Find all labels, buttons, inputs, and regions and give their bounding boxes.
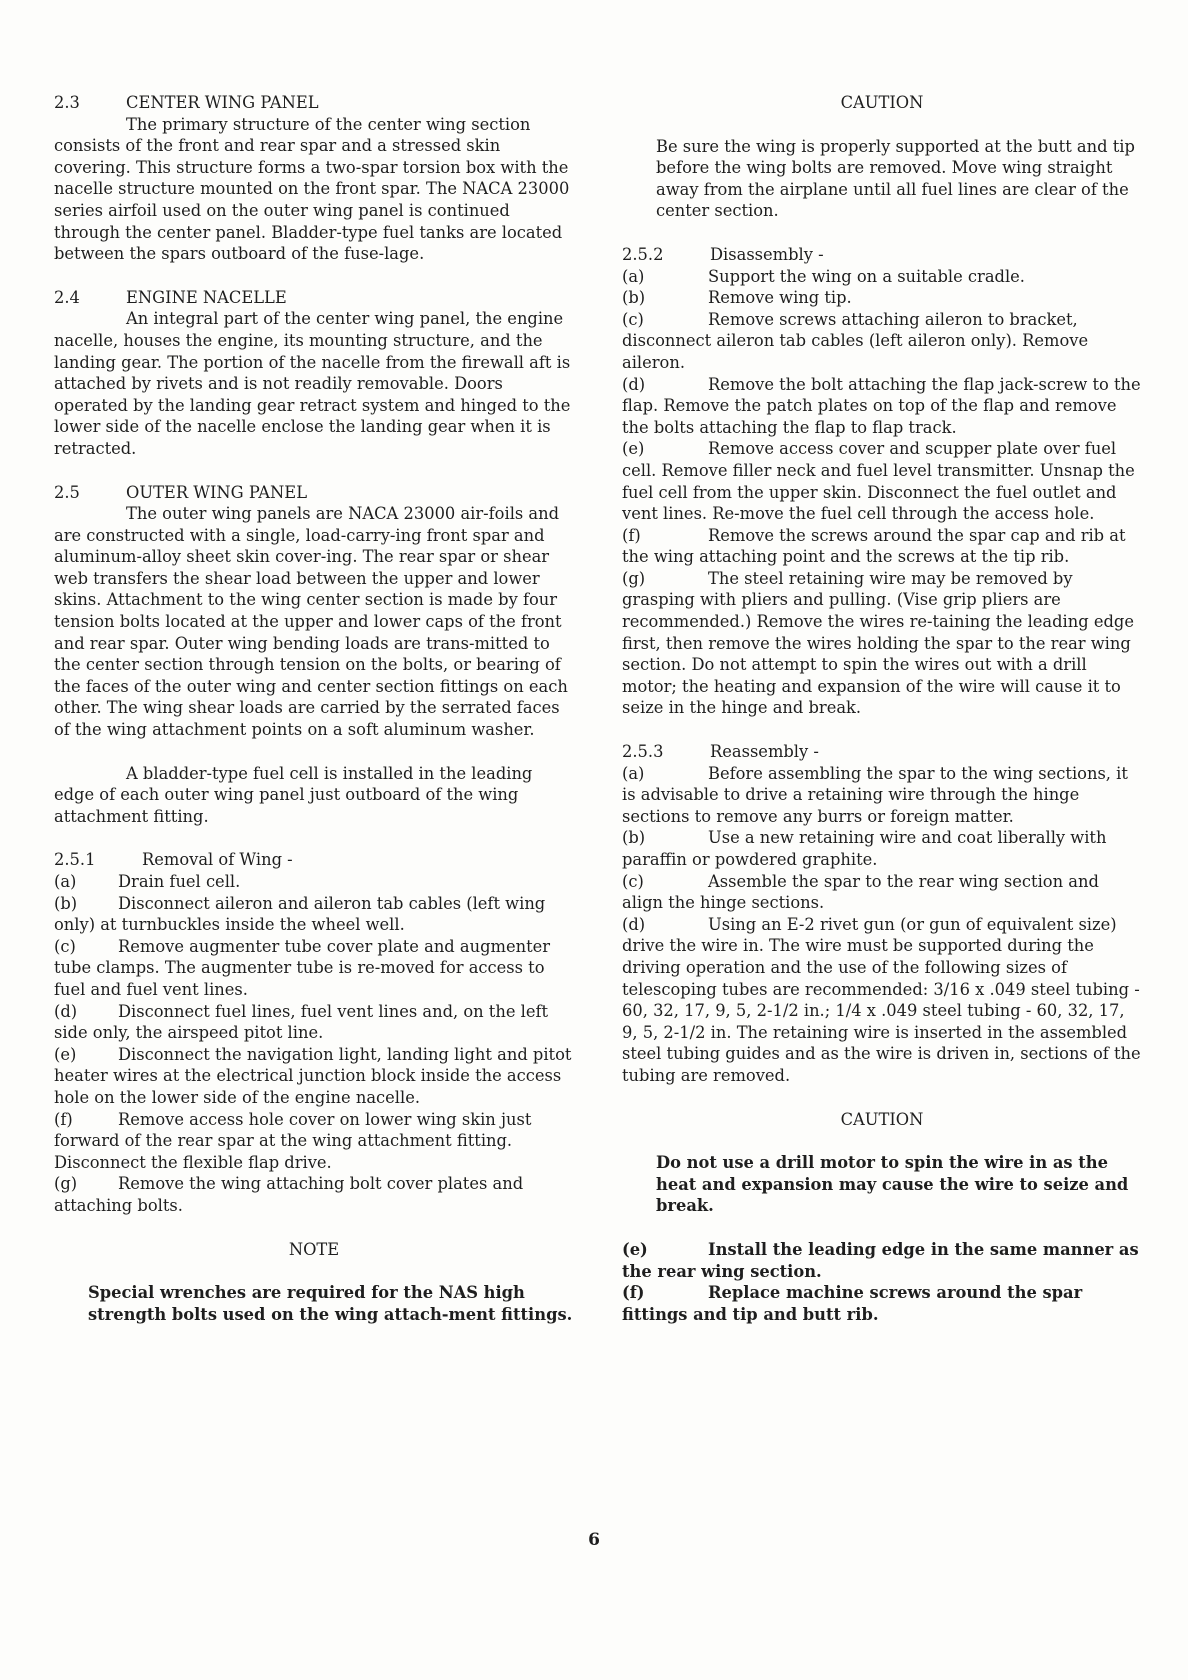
caution-text: Be sure the wing is properly supported at the butt and tip before the wing bolts are removed. Move wing straight away from the airplane until all fuel lines are clear of the center section. [656, 136, 1135, 221]
section-body-2-4: An integral part of the center wing panel, the engine nacelle, houses the engine, its mounting structure, and the landing gear. The portion of the nacelle from the firewall aft is attached by rivets and is not readily removable. Doors operated by the landing gear retract system and hinged to the lower side of the nacelle enclose the landing gear when it is retracted. [54, 309, 571, 458]
step: (d) Remove the bolt attaching the flap jack-screw to the flap. Remove the patch plates on top of the flap and remove the bolts attaching the flap to flap track. [622, 374, 1141, 437]
step: (b) Disconnect aileron and aileron tab cables (left wing only) at turnbuckles inside the wheel well. [54, 893, 546, 935]
note-heading: NOTE [288, 1239, 340, 1259]
step: (f) Remove access hole cover on lower wing skin just forward of the rear spar at the wing attachment fitting. Disconnect the flexible flap drive. [54, 1109, 532, 1172]
step: (a) Support the wing on a suitable cradle. [622, 266, 1025, 286]
section-heading-2-5-3: 2.5.3 Reassembly - [622, 742, 819, 762]
step: (b) Remove wing tip. [622, 288, 852, 308]
step: (g) Remove the wing attaching bolt cover plates and attaching bolts. [54, 1174, 524, 1215]
caution-text: Do not use a drill motor to spin the wire in as the heat and expansion may cause the wire to seize and break. [656, 1153, 1129, 1216]
section-heading-2-5: 2.5 OUTER WING PANEL [54, 482, 308, 502]
section-heading-2-5-1: 2.5.1 Removal of Wing - [54, 850, 293, 870]
section-body-2-5: The outer wing panels are NACA 23000 air-foils and are constructed with a single, load-carry-ing front spar and aluminum-alloy sheet skin cover-ing. The rear spar or shear web transfers the shear load between the upper and lower skins. Attachment to the wing center section is made by four tension bolts located at the upper and lower caps of the front and rear spar. Outer wing bending loads are trans-mitted to the center section through tension on the bolts, or bearing of the faces of the outer wing and center section fittings on each other. The wing shear loads are carried by the serrated faces of the wing attachment points on a soft aluminum washer. [54, 504, 568, 740]
step: (f) Remove the screws around the spar cap and rib at the wing attaching point and the screws at the tip rib. [622, 525, 1126, 567]
step: (f) Replace machine screws around the spar fittings and tip and butt rib. [622, 1283, 1083, 1324]
step: (e) Install the leading edge in the same manner as the rear wing section. [622, 1239, 1139, 1281]
step: (d) Using an E-2 rivet gun (or gun of equivalent size) drive the wire in. The wire must be supported during the driving operation and the use of the following sizes of telescoping tubes are recommended: 3/16 x .049 steel tubing - 60, 32, 17, 9, 5, 2-1/2 in.; 1/4 x .049 steel tubing - 60, 32, 17, 9, 5, 2-1/2 in. The retaining wire is inserted in the assembled steel tubing guides and as the wire is driven in, sections of the tubing are removed. [622, 914, 1141, 1085]
removal-steps [54, 871, 574, 1217]
step: (c) Remove augmenter tube cover plate and augmenter tube clamps. The augmenter tube is re-moved for access to fuel and fuel vent lines. [54, 936, 551, 999]
left-column [54, 92, 574, 1325]
caution-heading: CAUTION [840, 93, 924, 112]
note-text: Special wrenches are required for the NAS high strength bolts used on the wing attach-ment fittings. [88, 1283, 573, 1324]
step: (e) Remove access cover and scupper plate over fuel cell. Remove filler neck and fuel level transmitter. Unsnap the fuel cell from the upper skin. Disconnect the fuel outlet and vent lines. Re-move the fuel cell through the access hole. [622, 439, 1135, 524]
right-column [622, 92, 1142, 1325]
reassembly-steps [622, 763, 1142, 1087]
step: (c) Assemble the spar to the rear wing section and align the hinge sections. [622, 871, 1099, 913]
final-steps [622, 1239, 1142, 1325]
step: (d) Disconnect fuel lines, fuel vent lines and, on the left side only, the airspeed pitot line. [54, 1001, 549, 1043]
step: (e) Disconnect the navigation light, landing light and pitot heater wires at the electrical junction block inside the access hole on the lower side of the engine nacelle. [54, 1044, 572, 1107]
step: (a) Before assembling the spar to the wing sections, it is advisable to drive a retaining wire through the hinge sections to remove any burrs or foreign matter. [622, 763, 1128, 826]
section-heading-2-5-2: 2.5.2 Disassembly - [622, 244, 824, 264]
step: (b) Use a new retaining wire and coat liberally with paraffin or powdered graphite. [622, 828, 1107, 869]
page-number: 6 [588, 1530, 600, 1550]
caution-heading: CAUTION [840, 1109, 924, 1129]
step: (c) Remove screws attaching aileron to bracket, disconnect aileron tab cables (left aileron only). Remove aileron. [622, 309, 1089, 372]
section-body-2-3: The primary structure of the center wing section consists of the front and rear spar and a stressed skin covering. This structure forms a two-spar torsion box with the nacelle structure mounted on the front spar. The NACA 23000 series airfoil used on the outer wing panel is continued through the center panel. Bladder-type fuel tanks are located between the spars outboard of the fuse-lage. [54, 114, 570, 264]
section-heading-2-3: 2.3 CENTER WING PANEL [54, 93, 319, 112]
section-body-2-5-fuel-cell: A bladder-type fuel cell is installed in the leading edge of each outer wing panel just outboard of the wing attachment fitting. [54, 763, 533, 826]
disassembly-steps [622, 266, 1142, 719]
step: (g) The steel retaining wire may be removed by grasping with pliers and pulling. (Vise grip pliers are recommended.) Remove the wires re-taining the leading edge first, then remove the wires holding the spar to the rear wing section. Do not attempt to spin the wires out with a drill motor; the heating and expansion of the wire will cause it to seize in the hinge and break. [622, 568, 1134, 718]
section-heading-2-4: 2.4 ENGINE NACELLE [54, 287, 287, 307]
step: (a) Drain fuel cell. [54, 872, 241, 891]
